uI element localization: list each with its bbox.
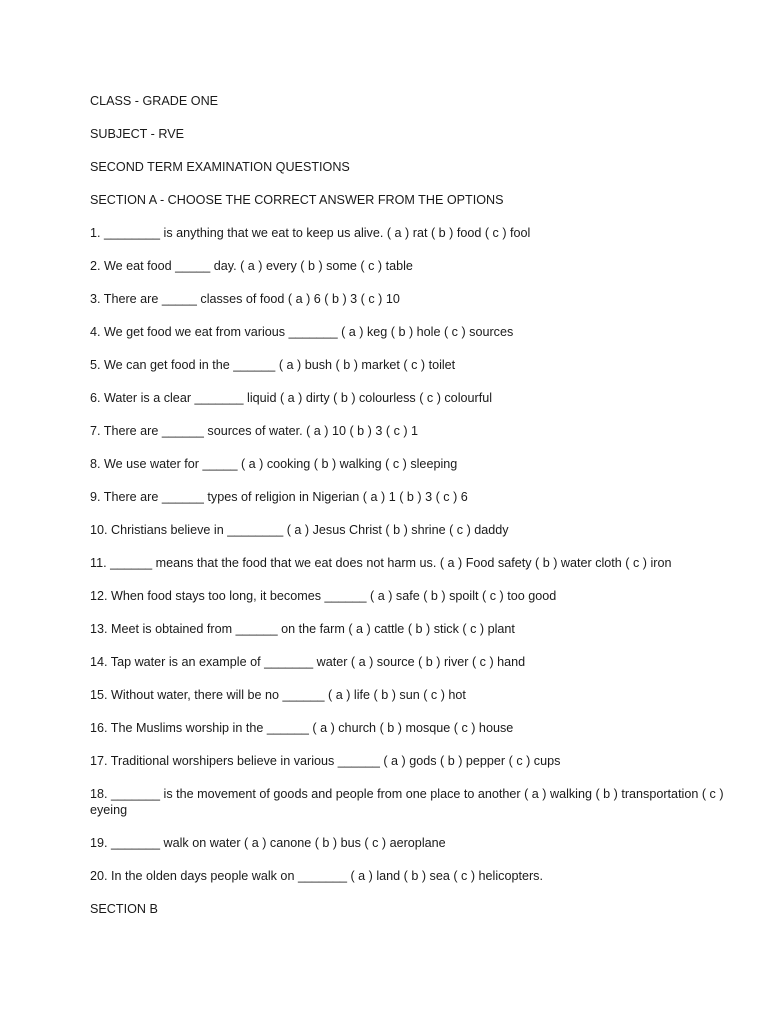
question-19: 19. _______ walk on water ( a ) canone ( b ) bus ( c ) aeroplane [90,836,446,850]
question-6: 6. Water is a clear _______ liquid ( a ) dirty ( b ) colourless ( c ) colourful [90,391,492,405]
question-20: 20. In the olden days people walk on _______ ( a ) land ( b ) sea ( c ) helicopters. [90,869,543,883]
question-8: 8. We use water for _____ ( a ) cooking ( b ) walking ( c ) sleeping [90,457,458,471]
section-a-heading: SECTION A - CHOOSE THE CORRECT ANSWER FROM THE OPTIONS [90,193,504,207]
question-5: 5. We can get food in the ______ ( a ) bush ( b ) market ( c ) toilet [90,358,456,372]
question-18: 18. _______ is the movement of goods and people from one place to another ( a ) walking ( b ) transportation ( c ) eyeing [90,787,724,817]
exam-title: SECOND TERM EXAMINATION QUESTIONS [90,160,350,174]
question-4: 4. We get food we eat from various _______ ( a ) keg ( b ) hole ( c ) sources [90,325,514,339]
document-page [90,93,730,934]
question-15: 15. Without water, there will be no ______ ( a ) life ( b ) sun ( c ) hot [90,688,466,702]
question-2: 2. We eat food _____ day. ( a ) every ( b ) some ( c ) table [90,259,413,273]
question-17: 17. Traditional worshipers believe in various ______ ( a ) gods ( b ) pepper ( c ) cups [90,754,561,768]
question-13: 13. Meet is obtained from ______ on the farm ( a ) cattle ( b ) stick ( c ) plant [90,622,515,636]
question-9: 9. There are ______ types of religion in Nigerian ( a ) 1 ( b ) 3 ( c ) 6 [90,490,468,504]
question-1: 1. ________ is anything that we eat to keep us alive. ( a ) rat ( b ) food ( c ) fool [90,226,531,240]
section-b-heading: SECTION B [90,902,158,916]
question-14: 14. Tap water is an example of _______ water ( a ) source ( b ) river ( c ) hand [90,655,526,669]
question-10: 10. Christians believe in ________ ( a ) Jesus Christ ( b ) shrine ( c ) daddy [90,523,509,537]
question-7: 7. There are ______ sources of water. ( a ) 10 ( b ) 3 ( c ) 1 [90,424,419,438]
question-12: 12. When food stays too long, it becomes ______ ( a ) safe ( b ) spoilt ( c ) too good [90,589,557,603]
class-line: CLASS - GRADE ONE [90,94,219,108]
question-16: 16. The Muslims worship in the ______ ( a ) church ( b ) mosque ( c ) house [90,721,514,735]
question-3: 3. There are _____ classes of food ( a ) 6 ( b ) 3 ( c ) 10 [90,292,400,306]
subject-line: SUBJECT - RVE [90,127,185,141]
question-11: 11. ______ means that the food that we eat does not harm us. ( a ) Food safety ( b ) water cloth ( c ) iron [90,556,672,570]
